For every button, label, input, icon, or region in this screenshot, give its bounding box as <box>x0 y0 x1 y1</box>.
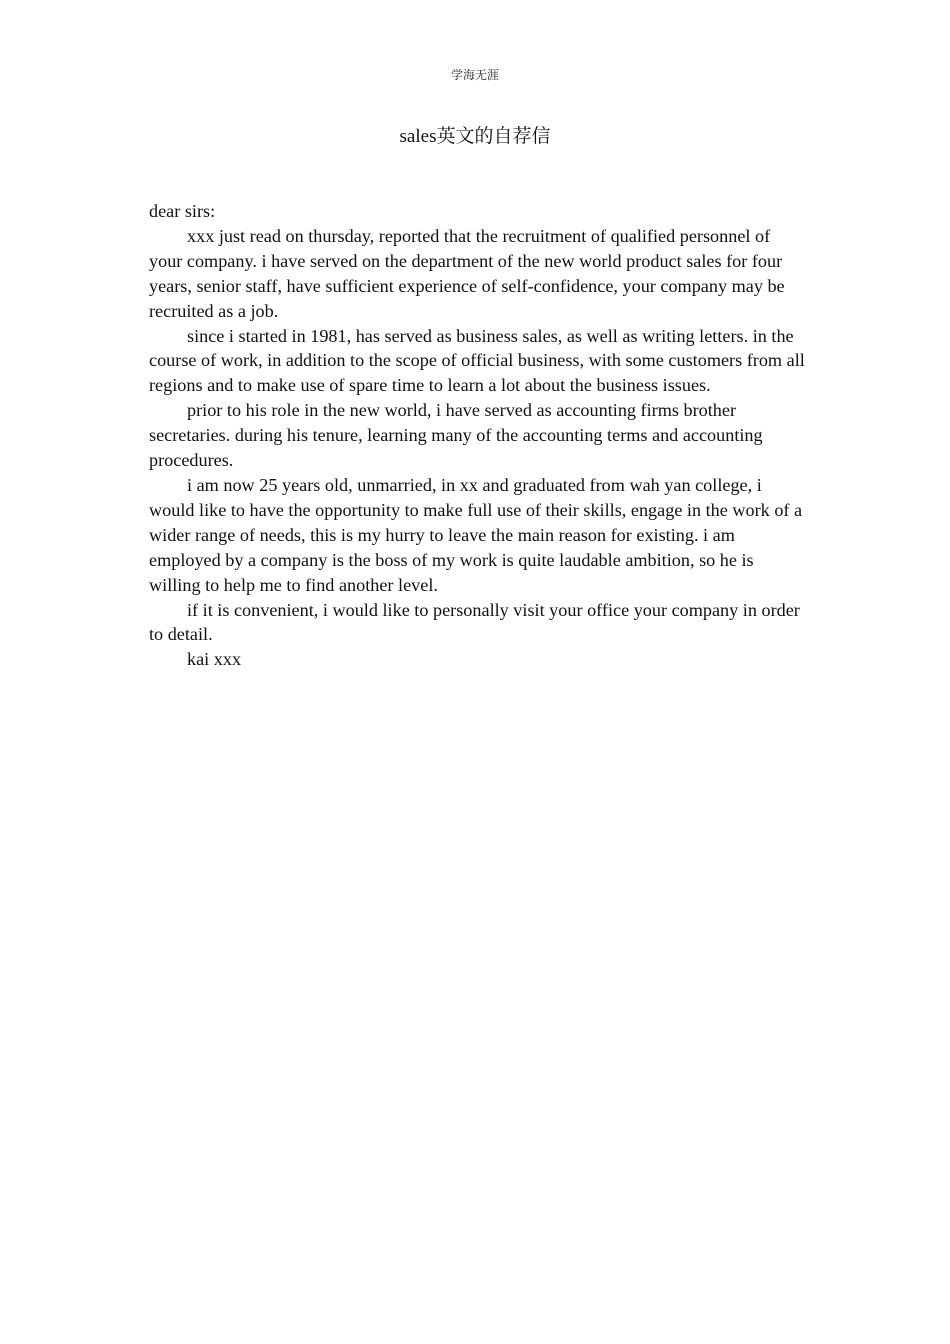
letter-body <box>149 199 805 672</box>
paragraph-2: since i started in 1981, has served as business sales, as well as writing letters. in the course of work, in addition to the scope of official business, with some customers from all regions and to make use of spare time to learn a lot about the business issues. <box>149 325 805 396</box>
salutation: dear sirs: <box>149 201 216 221</box>
paragraph-1: xxx just read on thursday, reported that the recruitment of qualified personnel of your company. i have served on the department of the new world product sales for four years, senior staff, have sufficient experience of self-confidence, your company may be recruited as a job. <box>149 225 785 321</box>
paragraph-5: if it is convenient, i would like to personally visit your office your company in order to detail. <box>149 599 800 645</box>
page-header: 学海无涯 <box>450 68 499 82</box>
paragraph-4: i am now 25 years old, unmarried, in xx and graduated from wah yan college, i would like to have the opportunity to make full use of their skills, engage in the work of a wider range of needs, this is my hurry to leave the main reason for existing. i am employed by a company is the boss of my work is quite laudable ambition, so he is willing to help me to find another level. <box>149 474 803 595</box>
signature: kai xxx <box>187 649 242 670</box>
paragraph-3: prior to his role in the new world, i have served as accounting firms brother secretaries. during his tenure, learning many of the accounting terms and accounting procedures. <box>149 400 763 471</box>
document-title: sales英文的自荐信 <box>399 126 551 147</box>
